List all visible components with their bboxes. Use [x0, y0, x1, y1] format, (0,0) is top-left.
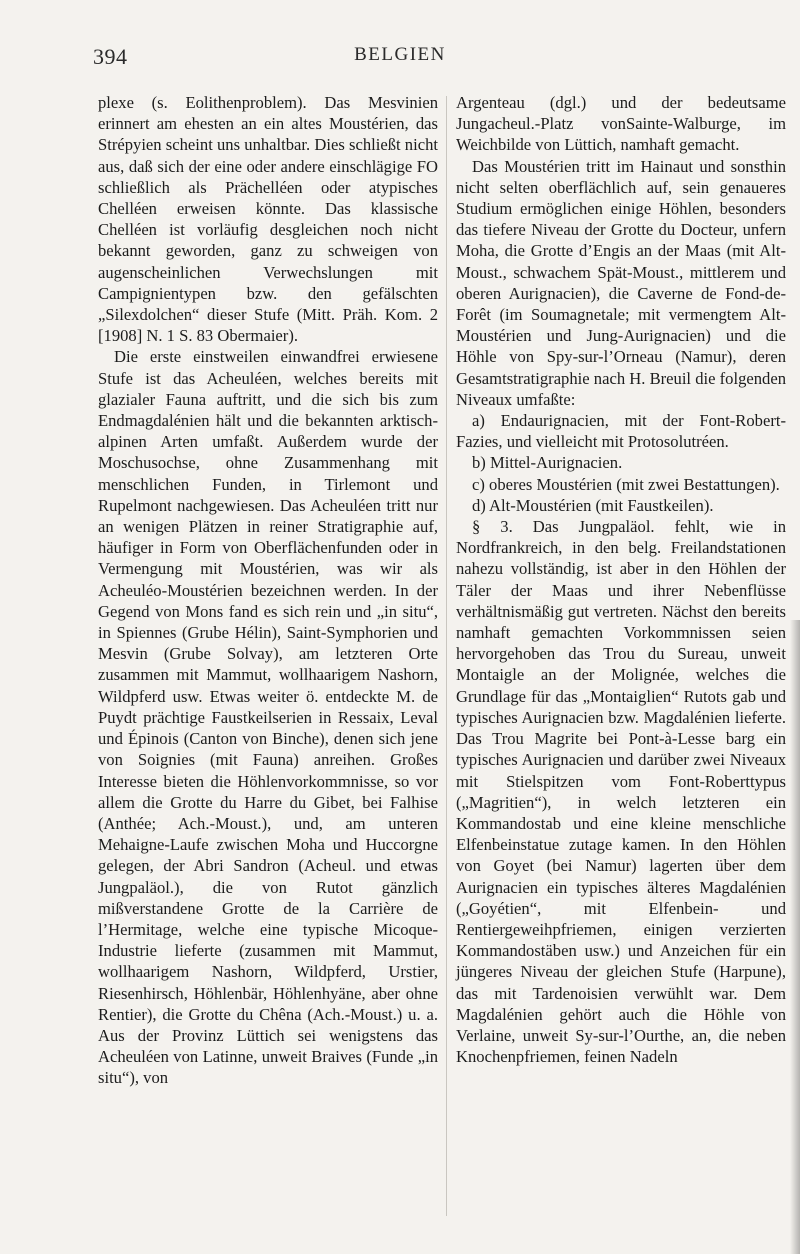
- list-item: d) Alt-Moustérien (mit Faustkeilen).: [472, 495, 714, 515]
- right-column: [456, 92, 786, 1067]
- paragraph: Die erste einstweilen einwandfrei erwiesene Stufe ist das Acheuléen, welches bereits mit glazialer Fauna auftritt, und die sich bis zum Endmagdalénien hält und die bekannten arktisch-alpinen Arten umfaßt. Außerdem wurde der Moschusochse, ohne Zusammenhang mit menschlichen Funden, in Tirlemont und Rupelmont nachgewiesen. Das Acheuléen tritt nur an wenigen Plätzen in reiner Stratigraphie auf, häufiger in Form von Oberflächenfunden oder in Vermengung mit Moustérien, was wir als Acheuléo-Moustérien bezeichnen werden. In der Gegend von Mons fand es sich rein und „in situ“, in Spiennes (Grube Hélin), Saint-Symphorien und Mesvin (Grube Solvay), am letzteren Orte zusammen mit Mammut, wollhaarigem Nashorn, Wildpferd usw. Etwas weiter ö. entdeckte M. de Puydt prächtige Faustkeilserien in Ressaix, Leval und Épinois (Canton von Binche), denen sich jene von Soignies (mit Fauna) anreihen. Großes Interesse bieten die Höhlenvorkommnisse, so vor allem die Grotte du Harre du Gibet, bei Falhise (Anthée; Ach.-Moust.), und, am unteren Mehaigne-Laufe zwischen Moha und Huccorgne gelegen, der Abri Sandron (Acheul. und etwas Jungpaläol.), die von Rutot gänzlich mißverstandene Grotte de la Carrière de l’Hermitage, welche eine typische Micoque-Industrie lieferte (zusammen mit Mammut, wollhaarigem Nashorn, Wildpferd, Urstier, Riesenhirsch, Höhlenbär, Höhlenhyäne, aber ohne Rentier), die Grotte du Chêna (Ach.-Moust.) u. a. Aus der Provinz Lüttich sei wenigstens das Acheuléen von Latinne, unweit Braives (Funde „in situ“), von: [98, 347, 438, 1088]
- paragraph: Das Moustérien tritt im Hainaut und sonsthin nicht selten oberflächlich auf, sein genaueres Studium ermöglichen einige Höhlen, besonders das tiefere Niveau der Grotte du Docteur, unfern Moha, die Grotte d’Engis an der Maas (mit Alt-Moust., schwachem Spät-Moust., mittlerem und oberen Aurignacien), die Caverne de Fond-de-Forêt (im Soumagnetale; mit vermengtem Alt-Moustérien und Jung-Aurignacien) und die Höhle von Spy-sur-l’Orneau (Namur), deren Gesamtstratigraphie nach H. Breuil die folgenden Niveaux umfaßte:: [456, 156, 786, 409]
- column-divider: [446, 96, 447, 1216]
- list-item: c) oberes Moustérien (mit zwei Bestattungen).: [472, 474, 780, 494]
- list-item: a) Endaurignacien, mit der Font-Robert-Fazies, und vielleicht mit Protosolutréen.: [456, 411, 786, 452]
- section-paragraph: § 3. Das Jungpaläol. fehlt, wie in Nordfrankreich, in den belg. Freilandstationen nahezu vollständig, ist aber in den Höhlen der Täler der Maas und ihrer Nebenflüsse verhältnismäßig gut vertreten. Nächst den bereits namhaft gemachten Vorkommnissen seien hervorgehoben das Trou du Sureau, unweit Montaigle an der Molignée, welches die Grundlage für das „Montaiglien“ Rutots gab und typisches Aurignacien bzw. Magdalénien lieferte. Das Trou Magrite bei Pont-à-Lesse barg ein typisches Aurignacien und darüber zwei Niveaux mit Stielspitzen vom Font-Roberttypus („Magritien“), in welch letzteren ein Kommandostab und eine kleine menschliche Elfenbeinstatue zutage kamen. In den Höhlen von Goyet (bei Namur) lagerten über dem Aurignacien ein typisches älteres Magdalénien („Goyétien“, mit Elfenbein- und Rentiergeweihpfriemen, einigen verzierten Kommandostäben usw.) und Anzeichen für ein jüngeres Niveau der gleichen Stufe (Harpune), das mit Tardenoisien verwühlt war. Dem Magdalénien gehört auch die Höhle von Verlaine, unweit Sy-sur-l’Ourthe, an, die neben Knochenpfriemen, feinen Nadeln: [456, 517, 786, 1067]
- list-item: b) Mittel-Aurignacien.: [472, 453, 623, 473]
- paragraph: plexe (s. Eolithenproblem). Das Mesvinien erinnert am ehesten an ein altes Moustérien, das Strépyien scheint uns unhaltbar. Dies schließt nicht aus, daß sich der eine oder andere einschlägige FO schließlich als Prächelléen oder atypisches Chelléen erweisen könnte. Das klassische Chelléen ist vorläufig desgleichen noch nicht bekannt geworden, ganz zu schweigen von augenscheinlichen Verwechslungen mit Campignientypen bzw. den gefälschten „Silexdolchen“ dieser Stufe (Mitt. Präh. Kom. 2 [1908] N. 1 S. 83 Obermaier).: [98, 93, 438, 346]
- left-column: [98, 92, 438, 1089]
- running-head: BELGIEN: [354, 44, 446, 65]
- page-number: 394: [93, 44, 128, 69]
- page-edge-shadow: [790, 620, 800, 1254]
- paragraph: Argenteau (dgl.) und der bedeutsame Jungacheul.-Platz vonSainte-Walburge, im Weichbilde von Lüttich, namhaft gemacht.: [456, 93, 786, 155]
